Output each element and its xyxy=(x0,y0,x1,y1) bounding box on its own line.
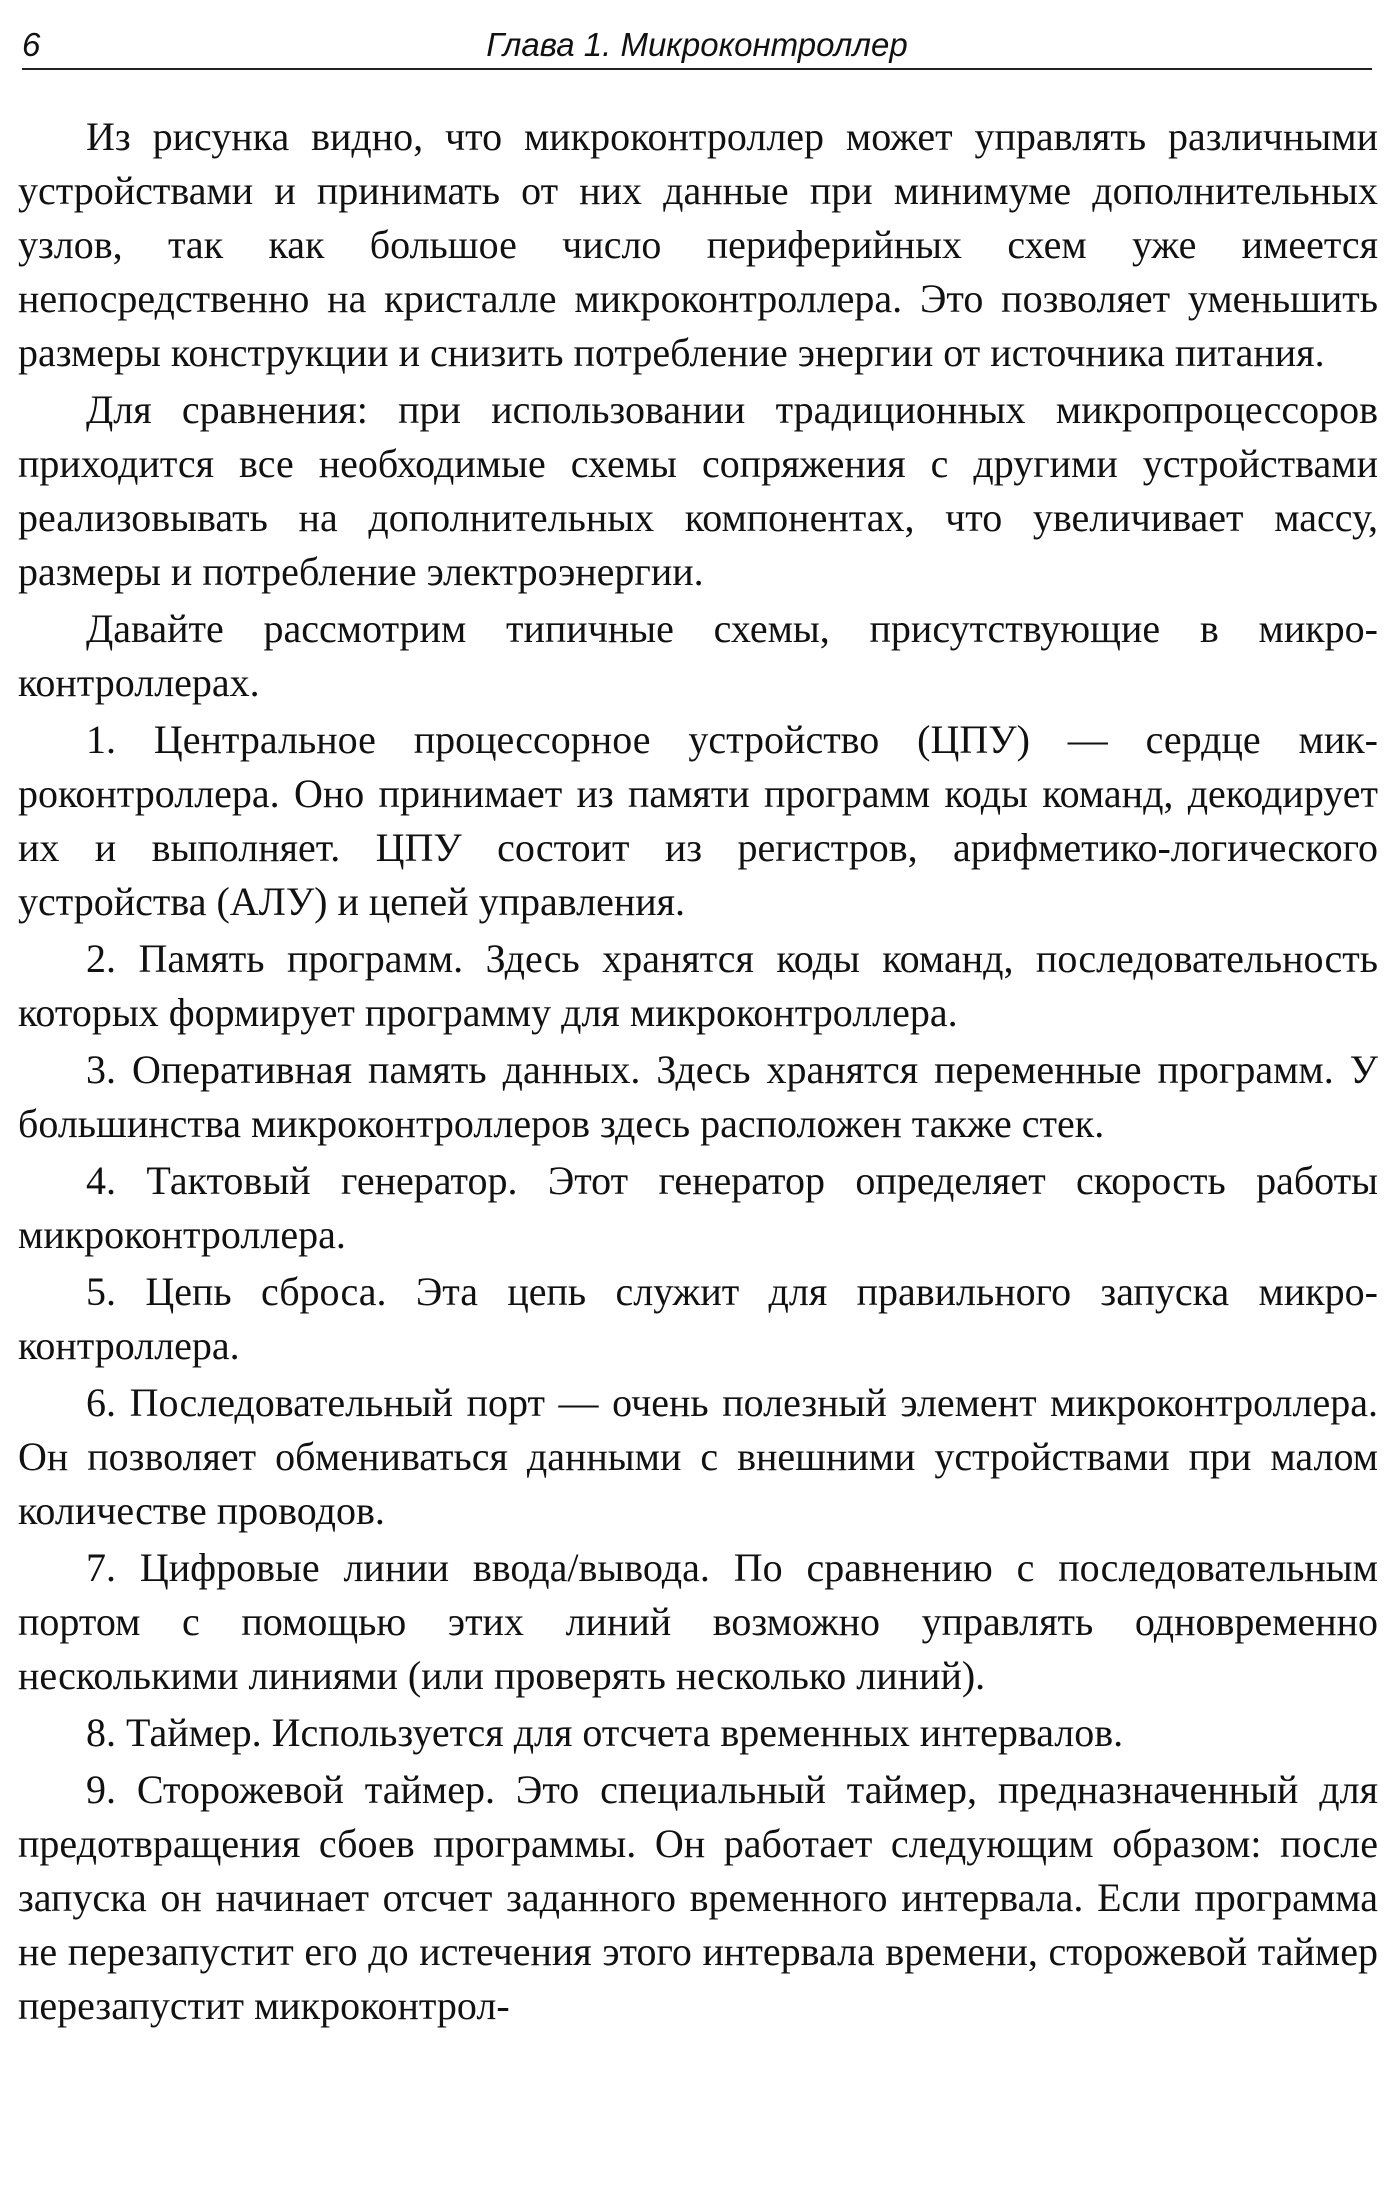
paragraph: Из рисунка видно, что микроконтроллер может управлять различными устройствами и принимать от них данные при минимуме дополнительных узлов, так как большое число периферийных схем уже имеется непосредственно на кристалле микроконтроллера. Это позволяет уменьшить размеры конструкции и снизить потребление энергии от источника питания. xyxy=(18,114,1378,375)
list-item: 9. Сторожевой таймер. Это специальный таймер, предназначенный для предотвращения сбоев программы. Он работает следующим образом: после запуска он начинает отсчет заданного временного интервала. Если программа не перезапустит его до истечения этого интервала времени, сторожевой таймер перезапустит микроконтрол- xyxy=(18,1767,1378,2028)
list-item: 3. Оперативная память данных. Здесь хранятся переменные программ. У большинства микроконтроллеров здесь расположен также стек. xyxy=(18,1047,1378,1146)
chapter-title: Глава 1. Микроконтроллер xyxy=(486,26,908,63)
page-number: 6 xyxy=(22,26,41,63)
list-item: 8. Таймер. Используется для отсчета временных интервалов. xyxy=(86,1710,1124,1755)
list-item: 1. Центральное процессорное устройство (ЦПУ) — сердце микроконтроллера. Оно принимает из памяти программ коды команд, декодирует их и выполняет. ЦПУ состоит из регистров, арифметико-логического устройства (АЛУ) и цепей управления. xyxy=(18,717,1378,924)
list-item: 7. Цифровые линии ввода/вывода. По сравнению с последовательным портом с помощью этих линий возможно управлять одновременно несколькими линиями (или проверять несколько линий). xyxy=(18,1545,1378,1698)
body-text xyxy=(18,110,1378,2036)
list-item: 2. Память программ. Здесь хранятся коды команд, последовательность которых формирует программу для микроконтроллера. xyxy=(18,936,1378,1035)
list-item: 4. Тактовый генератор. Этот генератор определяет скорость работы микроконтроллера. xyxy=(18,1158,1378,1257)
running-header xyxy=(22,22,1372,70)
paragraph: Для сравнения: при использовании традиционных микропроцессоров приходится все необходимые схемы сопряжения с другими устройствами реализовывать на дополнительных компонентах, что увеличивает массу, размеры и потребление электроэнергии. xyxy=(18,387,1378,594)
list-item: 5. Цепь сброса. Эта цепь служит для правильного запуска микроконтроллера. xyxy=(18,1269,1378,1368)
list-item: 6. Последовательный порт — очень полезный элемент микроконтроллера. Он позволяет обмениваться данными с внешними устройствами при малом количестве проводов. xyxy=(18,1380,1378,1533)
paragraph: Давайте рассмотрим типичные схемы, присутствующие в микроконтроллерах. xyxy=(18,606,1378,705)
